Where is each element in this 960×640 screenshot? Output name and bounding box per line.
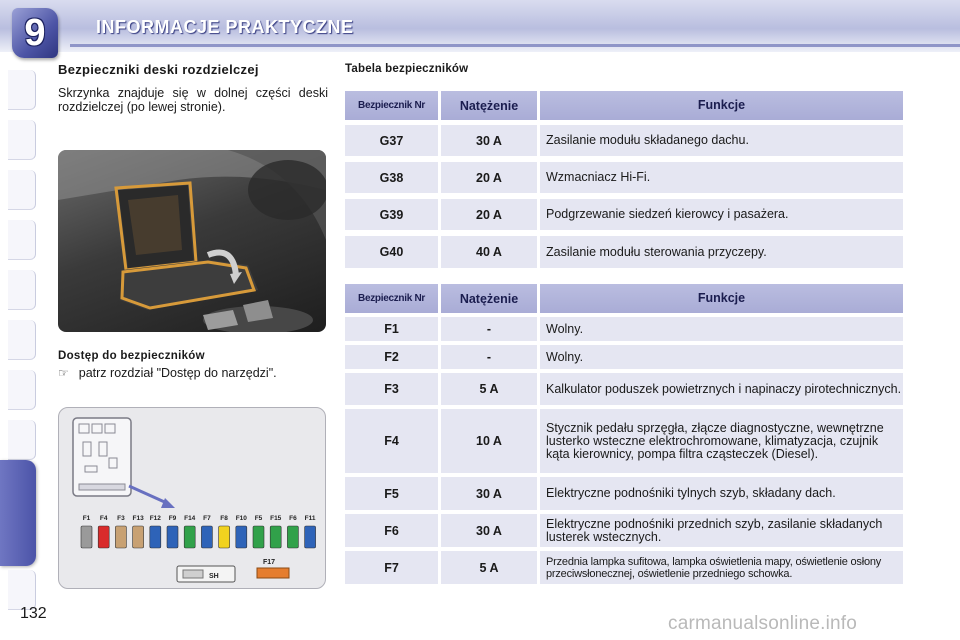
fuse-amp: - [441,317,537,341]
f17-label: F17 [263,559,276,566]
fuse-label: F4 [99,515,108,522]
table-row [345,409,903,473]
fuse [150,526,161,548]
chapter-number: 9 [24,11,46,54]
fuse-label: F8 [220,515,228,522]
table-row [345,125,903,156]
table-row [345,514,903,547]
chapter-tab[interactable] [8,320,36,360]
fuse [236,526,247,548]
chapter-tab-strip [0,60,44,580]
chapter-tab[interactable] [8,70,36,110]
fuse-id: G38 [345,162,438,193]
fuse-label: F1 [82,515,91,522]
fuse-id: G40 [345,236,438,268]
fuse [219,526,230,548]
fuse-box-illustration [59,408,326,589]
fuse-id: F5 [345,477,438,510]
table-row [345,317,903,341]
fuse-id: F7 [345,551,438,584]
fuse [81,526,92,548]
fuse-label: F3 [117,515,125,522]
fuse [167,526,178,548]
fuse-amp: 5 A [441,551,537,584]
pointing-hand-icon: ☞ [58,366,69,380]
fuse-id: F1 [345,317,438,341]
fuse-id: G39 [345,199,438,230]
fuse-label: F14 [184,515,196,522]
fuse [201,526,212,548]
table-header-row [345,91,903,120]
fuse [305,526,316,548]
fuse-label: F13 [132,515,144,522]
table-row [345,236,903,268]
fuse-amp: 30 A [441,477,537,510]
fuse-function: Przednia lampka sufitowa, lampka oświetlenia mapy, oświetlenie osłony przeciwsłonecznej, oświetlenie przedniego schowka. [540,551,903,584]
table-title: Tabela bezpieczników [345,63,469,75]
header-functions: Funkcje [540,284,903,313]
page-title: INFORMACJE PRAKTYCZNE [96,17,354,37]
fuse-label: F5 [254,515,263,522]
fuse-amp: 10 A [441,409,537,473]
fuse-function: Elektryczne podnośniki tylnych szyb, składany dach. [540,477,903,510]
table-row [345,477,903,510]
fuse-function: Wolny. [540,345,903,369]
chapter-tab[interactable] [8,120,36,160]
fuse-function: Wolny. [540,317,903,341]
table-row [345,199,903,230]
fuse-label: F12 [149,515,161,522]
header-amperage: Natężenie [441,91,537,120]
fuse-id: F3 [345,373,438,405]
watermark: carmanualsonline.info [668,613,858,634]
header-functions: Funkcje [540,91,903,120]
fuse-function: Zasilanie modułu sterowania przyczepy. [540,236,903,268]
fuse-amp: 30 A [441,514,537,547]
fuse-label: F11 [304,515,316,522]
chapter-tab[interactable] [8,420,36,460]
header-amperage: Natężenie [441,284,537,313]
fuse-id: F6 [345,514,438,547]
fuse [184,526,195,548]
header-fuse-nr: Bezpiecznik Nr [345,284,438,313]
page-number: 132 [20,605,47,622]
fuse-label: F15 [270,515,282,522]
fuse-id: F4 [345,409,438,473]
fuse-label: F6 [289,515,297,522]
chapter-badge [12,8,58,58]
fuse-amp: 20 A [441,199,537,230]
fuse-label: F9 [168,515,177,522]
sh-label: SH [209,573,219,580]
fuse-function: Podgrzewanie siedzeń kierowcy i pasażera. [540,199,903,230]
fuse-amp: - [441,345,537,369]
fuse-function: Stycznik pedału sprzęgła, złącze diagnostyczne, wewnętrzne lusterko wsteczne elektrochromowane, klimatyzacja, czujnik kąta kierownicy, pompa filtra cząsteczek (Diesel). [540,409,903,473]
chapter-tab[interactable] [8,370,36,410]
fuse-amp: 40 A [441,236,537,268]
fuse [287,526,298,548]
section-title: Bezpieczniki deski rozdzielczej [58,62,259,77]
fuse-function: Elektryczne podnośniki przednich szyb, zasilanie składanych lusterek wstecznych. [540,514,903,547]
fuse-amp: 30 A [441,125,537,156]
fuse [133,526,144,548]
fuse [270,526,281,548]
fuse-amp: 5 A [441,373,537,405]
chapter-tab[interactable] [8,220,36,260]
chapter-tab[interactable] [8,270,36,310]
fuse-function: Kalkulator poduszek powietrznych i napinaczy pirotechnicznych. [540,373,903,405]
fuse [253,526,264,548]
fuse [98,526,109,548]
fuse-label: F7 [203,515,211,522]
header-divider [70,44,960,47]
fuse-id: F2 [345,345,438,369]
table-header-row [345,284,903,313]
fuse-label: F10 [235,515,247,522]
fuse [115,526,126,548]
fuse-row [81,526,316,548]
fuse-function: Wzmacniacz Hi-Fi. [540,162,903,193]
access-text: patrz rozdział "Dostęp do narzędzi". [78,366,277,380]
f17-fuse [257,568,289,578]
table-row [345,373,903,405]
chapter-tab[interactable] [8,170,36,210]
fuse-amp: 20 A [441,162,537,193]
table-row [345,551,903,584]
chapter-tab[interactable] [8,570,36,610]
dashboard-illustration [58,150,326,332]
access-title: Dostęp do bezpieczników [58,350,205,362]
fuse-id: G37 [345,125,438,156]
header-fuse-nr: Bezpiecznik Nr [345,91,438,120]
dashboard-photo [58,150,326,332]
table-row [345,345,903,369]
section-text: Skrzynka znajduje się w dolnej części deski rozdzielczej (po lewej stronie). [58,86,328,114]
fuse-box-diagram [58,407,326,589]
fuse-labels [83,515,316,522]
fuse-function: Zasilanie modułu składanego dachu. [540,125,903,156]
table-row [345,162,903,193]
access-instruction [58,366,338,380]
chapter-tab-active[interactable] [0,460,36,566]
